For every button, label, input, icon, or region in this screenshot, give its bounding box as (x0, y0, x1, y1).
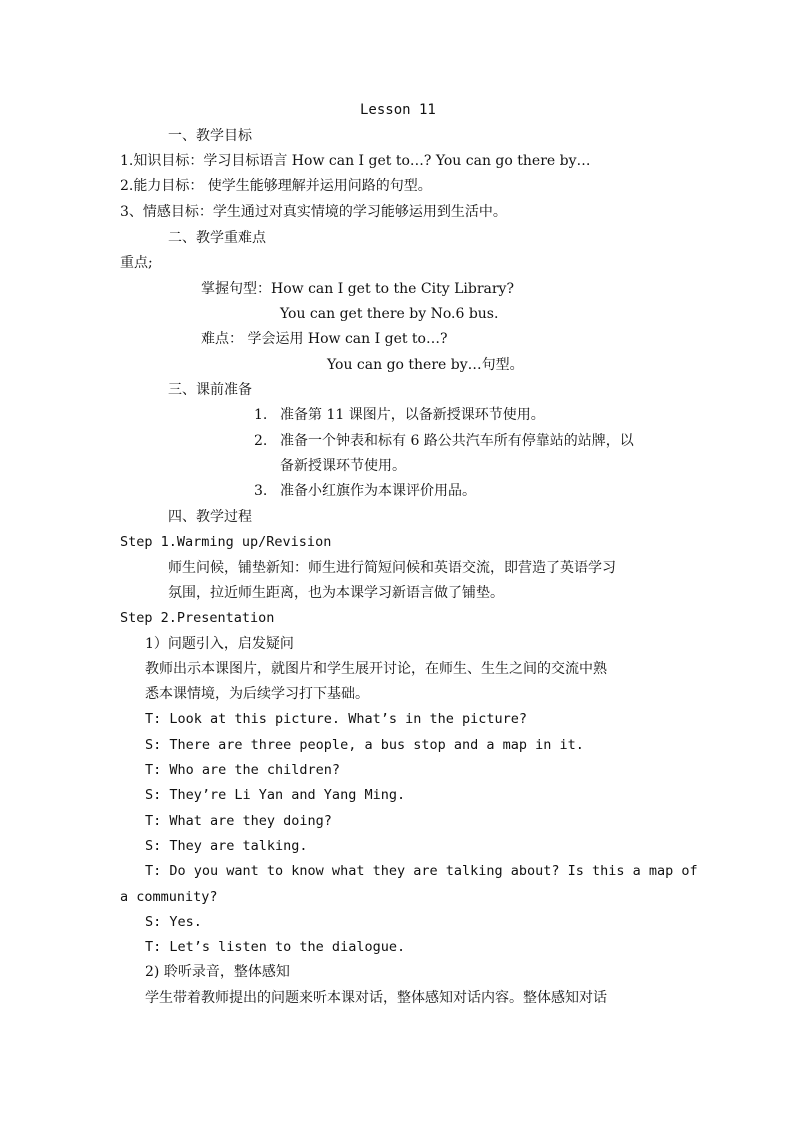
section-heading-key-points: 二、教学重难点 (168, 230, 266, 246)
list-item: 1. 准备第 11 课图片，以备新授课环节使用。 (254, 407, 545, 423)
page-title: Lesson 11 (360, 102, 436, 118)
dialogue-line: T: Let’s listen to the dialogue. (145, 939, 406, 955)
dialogue-line: T: What are they doing? (145, 813, 332, 829)
ability-objective: 2.能力目标： 使学生能够理解并运用问路的句型。 (120, 178, 432, 194)
difficulty-line-1: 难点： 学会运用 How can I get to…? (201, 331, 448, 347)
step-1-heading: Step 1.Warming up/Revision (120, 534, 332, 550)
dialogue-line: S: Yes. (145, 914, 202, 930)
step-1-paragraph-line-1: 师生问候，铺垫新知：师生进行简短问候和英语交流，即营造了英语学习 (168, 560, 616, 576)
difficulty-line-2: You can go there by…句型。 (327, 357, 524, 373)
sub-1-paragraph-line-2: 悉本课情境，为后续学习打下基础。 (145, 686, 369, 702)
dialogue-line: T: Who are the children? (145, 762, 341, 778)
list-item: 备新授课环节使用。 (280, 458, 406, 474)
dialogue-line: S: They are talking. (145, 838, 308, 854)
sub-heading-2: 2) 聆听录音，整体感知 (145, 964, 290, 980)
dialogue-line: T: Look at this picture. What’s in the picture? (145, 711, 528, 727)
key-pattern-line-2: You can get there by No.6 bus. (280, 306, 499, 322)
step-1-paragraph-line-2: 氛围，拉近师生距离，也为本课学习新语言做了铺垫。 (168, 585, 504, 601)
section-heading-objectives: 一、教学目标 (168, 128, 252, 144)
section-heading-preparation: 三、课前准备 (168, 382, 252, 398)
sub-1-paragraph-line-1: 教师出示本课图片，就图片和学生展开讨论，在师生、生生之间的交流中熟 (145, 661, 607, 677)
section-heading-process: 四、教学过程 (168, 509, 252, 525)
sub-2-paragraph-line-1: 学生带着教师提出的问题来听本课对话，整体感知对话内容。整体感知对话 (145, 990, 607, 1006)
dialogue-line: T: Do you want to know what they are talking about? Is this a map of (145, 863, 698, 879)
key-pattern-line-1: 掌握句型：How can I get to the City Library? (201, 281, 514, 297)
list-item: 3. 准备小红旗作为本课评价用品。 (254, 483, 476, 499)
dialogue-continuation: a community? (120, 889, 218, 905)
key-point-label: 重点; (120, 255, 153, 271)
emotion-objective: 3、情感目标：学生通过对真实情境的学习能够运用到生活中。 (120, 204, 507, 220)
dialogue-line: S: They’re Li Yan and Yang Ming. (145, 787, 406, 803)
sub-heading-1: 1）问题引入，启发疑问 (145, 636, 294, 652)
step-2-heading: Step 2.Presentation (120, 610, 275, 626)
list-item: 2. 准备一个钟表和标有 6 路公共汽车所有停靠站的站牌，以 (254, 433, 634, 449)
knowledge-objective: 1.知识目标：学习目标语言 How can I get to…? You can go there by… (120, 153, 591, 169)
dialogue-line: S: There are three people, a bus stop and a map in it. (145, 737, 584, 753)
